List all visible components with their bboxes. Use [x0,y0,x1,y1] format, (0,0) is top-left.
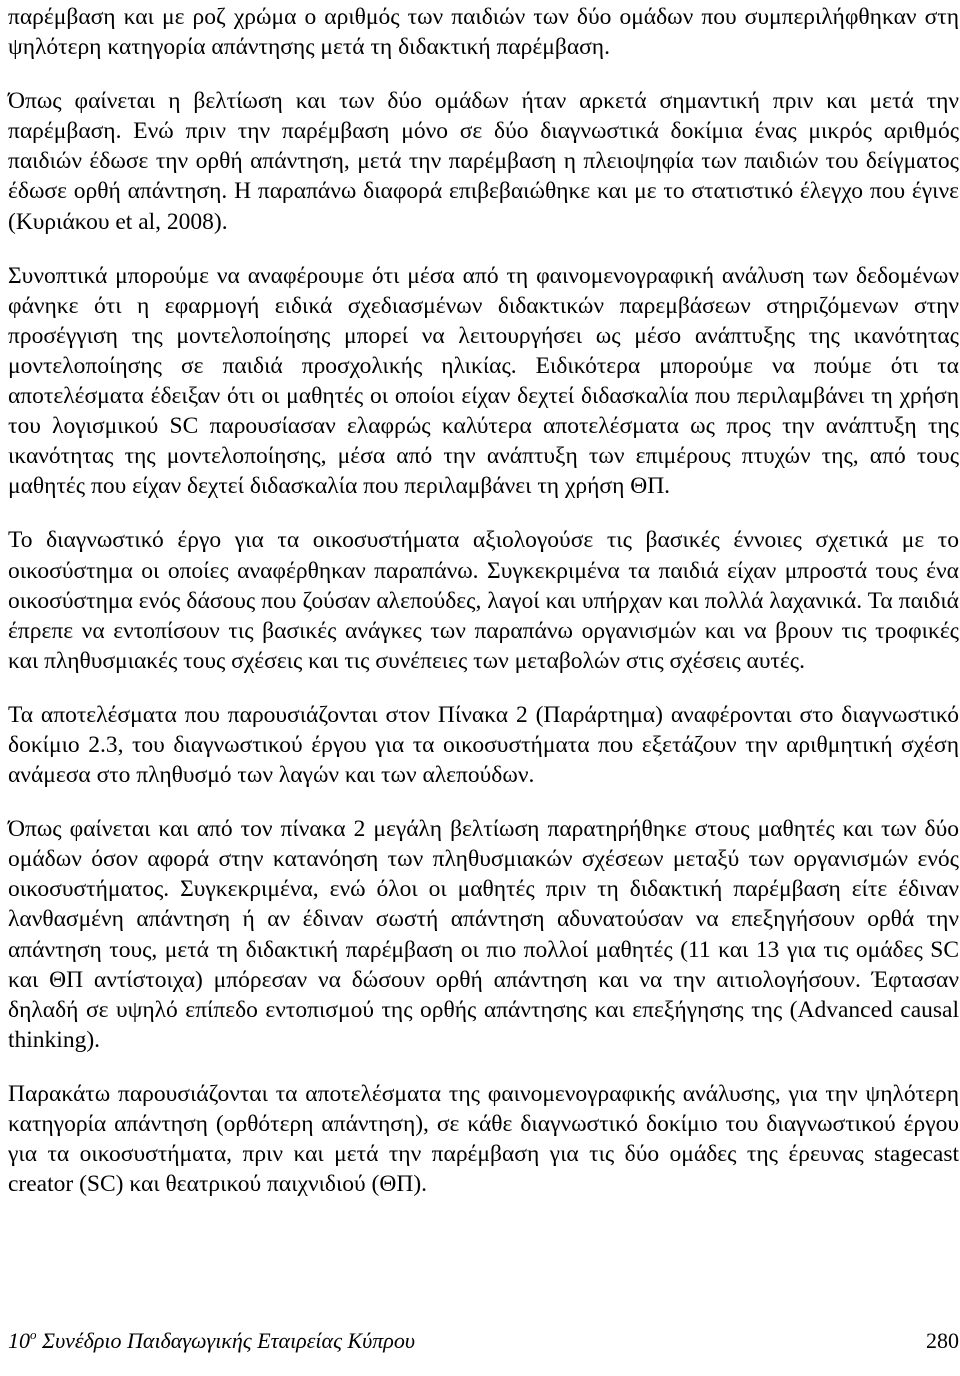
document-body [8,0,959,1199]
conference-title [8,1328,415,1354]
paragraph-1: παρέμβαση και με ροζ χρώμα ο αριθμός των παιδιών των δύο ομάδων που συμπεριλήφθηκαν στη ψηλότερη κατηγορία απάντησης μετά τη διδακτική παρέμβαση. [8,4,959,61]
paragraph-4: Το διαγνωστικό έργο για τα οικοσυστήματα αξιολογούσε τις βασικές έννοιες σχετικά με το οικοσύστημα οι οποίες αναφέρθηκαν παραπάνω. Συγκεκριμένα τα παιδιά είχαν μπροστά τους ένα οικοσύστημα ενός δάσους που ζούσαν αλεπούδες, λαγοί και υπήρχαν και πολλά λαχανικά. Τα παιδιά έπρεπε να εντοπίσουν τις βασικές ανάγκες των παραπάνω οργανισμών και να βρουν τις τροφικές και πληθυσμιακές τους σχέσεις και τις συνέπειες των μεταβολών στις σχέσεις αυτές. [8,527,959,674]
paragraph-5: Τα αποτελέσματα που παρουσιάζονται στον Πίνακα 2 (Παράρτημα) αναφέρονται στο διαγνωστικό δοκίμιο 2.3, του διαγνωστικού έργου για τα οικοσυστήματα που εξετάζουν την αριθμητική σχέση ανάμεσα στο πληθυσμό των λαγών και των αλεπούδων. [8,701,959,789]
paragraph-3: Συνοπτικά μπορούμε να αναφέρουμε ότι μέσα από τη φαινομενογραφική ανάλυση των δεδομένων φάνηκε ότι η εφαρμογή ειδικά σχεδιασμένων διδακτικών παρεμβάσεων στηριζόμενων στην προσέγγιση της μοντελοποίησης μπορεί να λειτουργήσει ως μέσο ανάπτυξης της ικανότητας μοντελοποίησης σε παιδιά προσχολικής ηλικίας. Ειδικότερα μπορούμε να πούμε ότι τα αποτελέσματα έδειξαν ότι οι μαθητές οι οποίοι είχαν δεχτεί διδασκαλία που περιλαμβάνει τη χρήση του λογισμικού SC παρουσίασαν ελαφρώς καλύτερα αποτελέσματα ως προς την ανάπτυξη της ικανότητας της μοντελοποίησης, μέσα από την ανάπτυξη των επιμέρους πτυχών της, από τους μαθητές που είχαν δεχτεί διδασκαλία που περιλαμβάνει τη χρήση ΘΠ. [8,262,959,500]
paragraph-6: Όπως φαίνεται και από τον πίνακα 2 μεγάλη βελτίωση παρατηρήθηκε στους μαθητές και των δύο ομάδων όσον αφορά στην κατανόηση των πληθυσμιακών σχέσεων μεταξύ των οργανισμών ενός οικοσυστήματος. Συγκεκριμένα, ενώ όλοι οι μαθητές πριν τη διδακτική παρέμβαση είτε έδιναν λανθασμένη απάντηση ή αν έδιναν σωστή απάντηση αδυνατούσαν να επεξηγήσουν ορθά την απάντηση τους, μετά τη διδακτική παρέμβαση οι πιο πολλοί μαθητές (11 και 13 για τις ομάδες SC και ΘΠ αντίστοιχα) μπόρεσαν να δώσουν ορθή απάντηση και να την αιτιολογήσουν. Έφτασαν δηλαδή σε υψηλό επίπεδο εντοπισμού της ορθής απάντησης και επεξήγησης της (Advanced causal thinking). [8,816,959,1053]
conference-number: 10 [8,1328,30,1353]
page-number: 280 [926,1328,959,1353]
paragraph-7: Παρακάτω παρουσιάζονται τα αποτελέσματα της φαινομενογραφικής ανάλυσης, για την ψηλότερη κατηγορία απάντηση (ορθότερη απάντηση), σε κάθε διαγνωστικό δοκίμιο του διαγνωστικού έργου για τα οικοσυστήματα, πριν και μετά την παρέμβαση για τις δύο ομάδες της έρευνας stagecast creator (SC) και θεατρικού παιχνιδιού (ΘΠ). [8,1080,959,1198]
paragraph-2: Όπως φαίνεται η βελτίωση και των δύο ομάδων ήταν αρκετά σημαντική πριν και μετά την παρέμβαση. Ενώ πριν την παρέμβαση μόνο σε δύο διαγνωστικά δοκίμια ένας μικρός αριθμός παιδιών έδωσε την ορθή απάντηση, μετά την παρέμβαση η πλειοψηφία των παιδιών του δείγματος έδωσε ορθή απάντηση. Η παραπάνω διαφορά επιβεβαιώθηκε και με το στατιστικό έλεγχο που έγινε (Κυριάκου et al, 2008). [8,88,959,235]
page-footer [8,1328,959,1364]
ordinal-superscript: ο [30,1327,37,1342]
conference-name: Συνέδριο Παιδαγωγικής Εταιρείας Κύπρου [42,1328,415,1353]
